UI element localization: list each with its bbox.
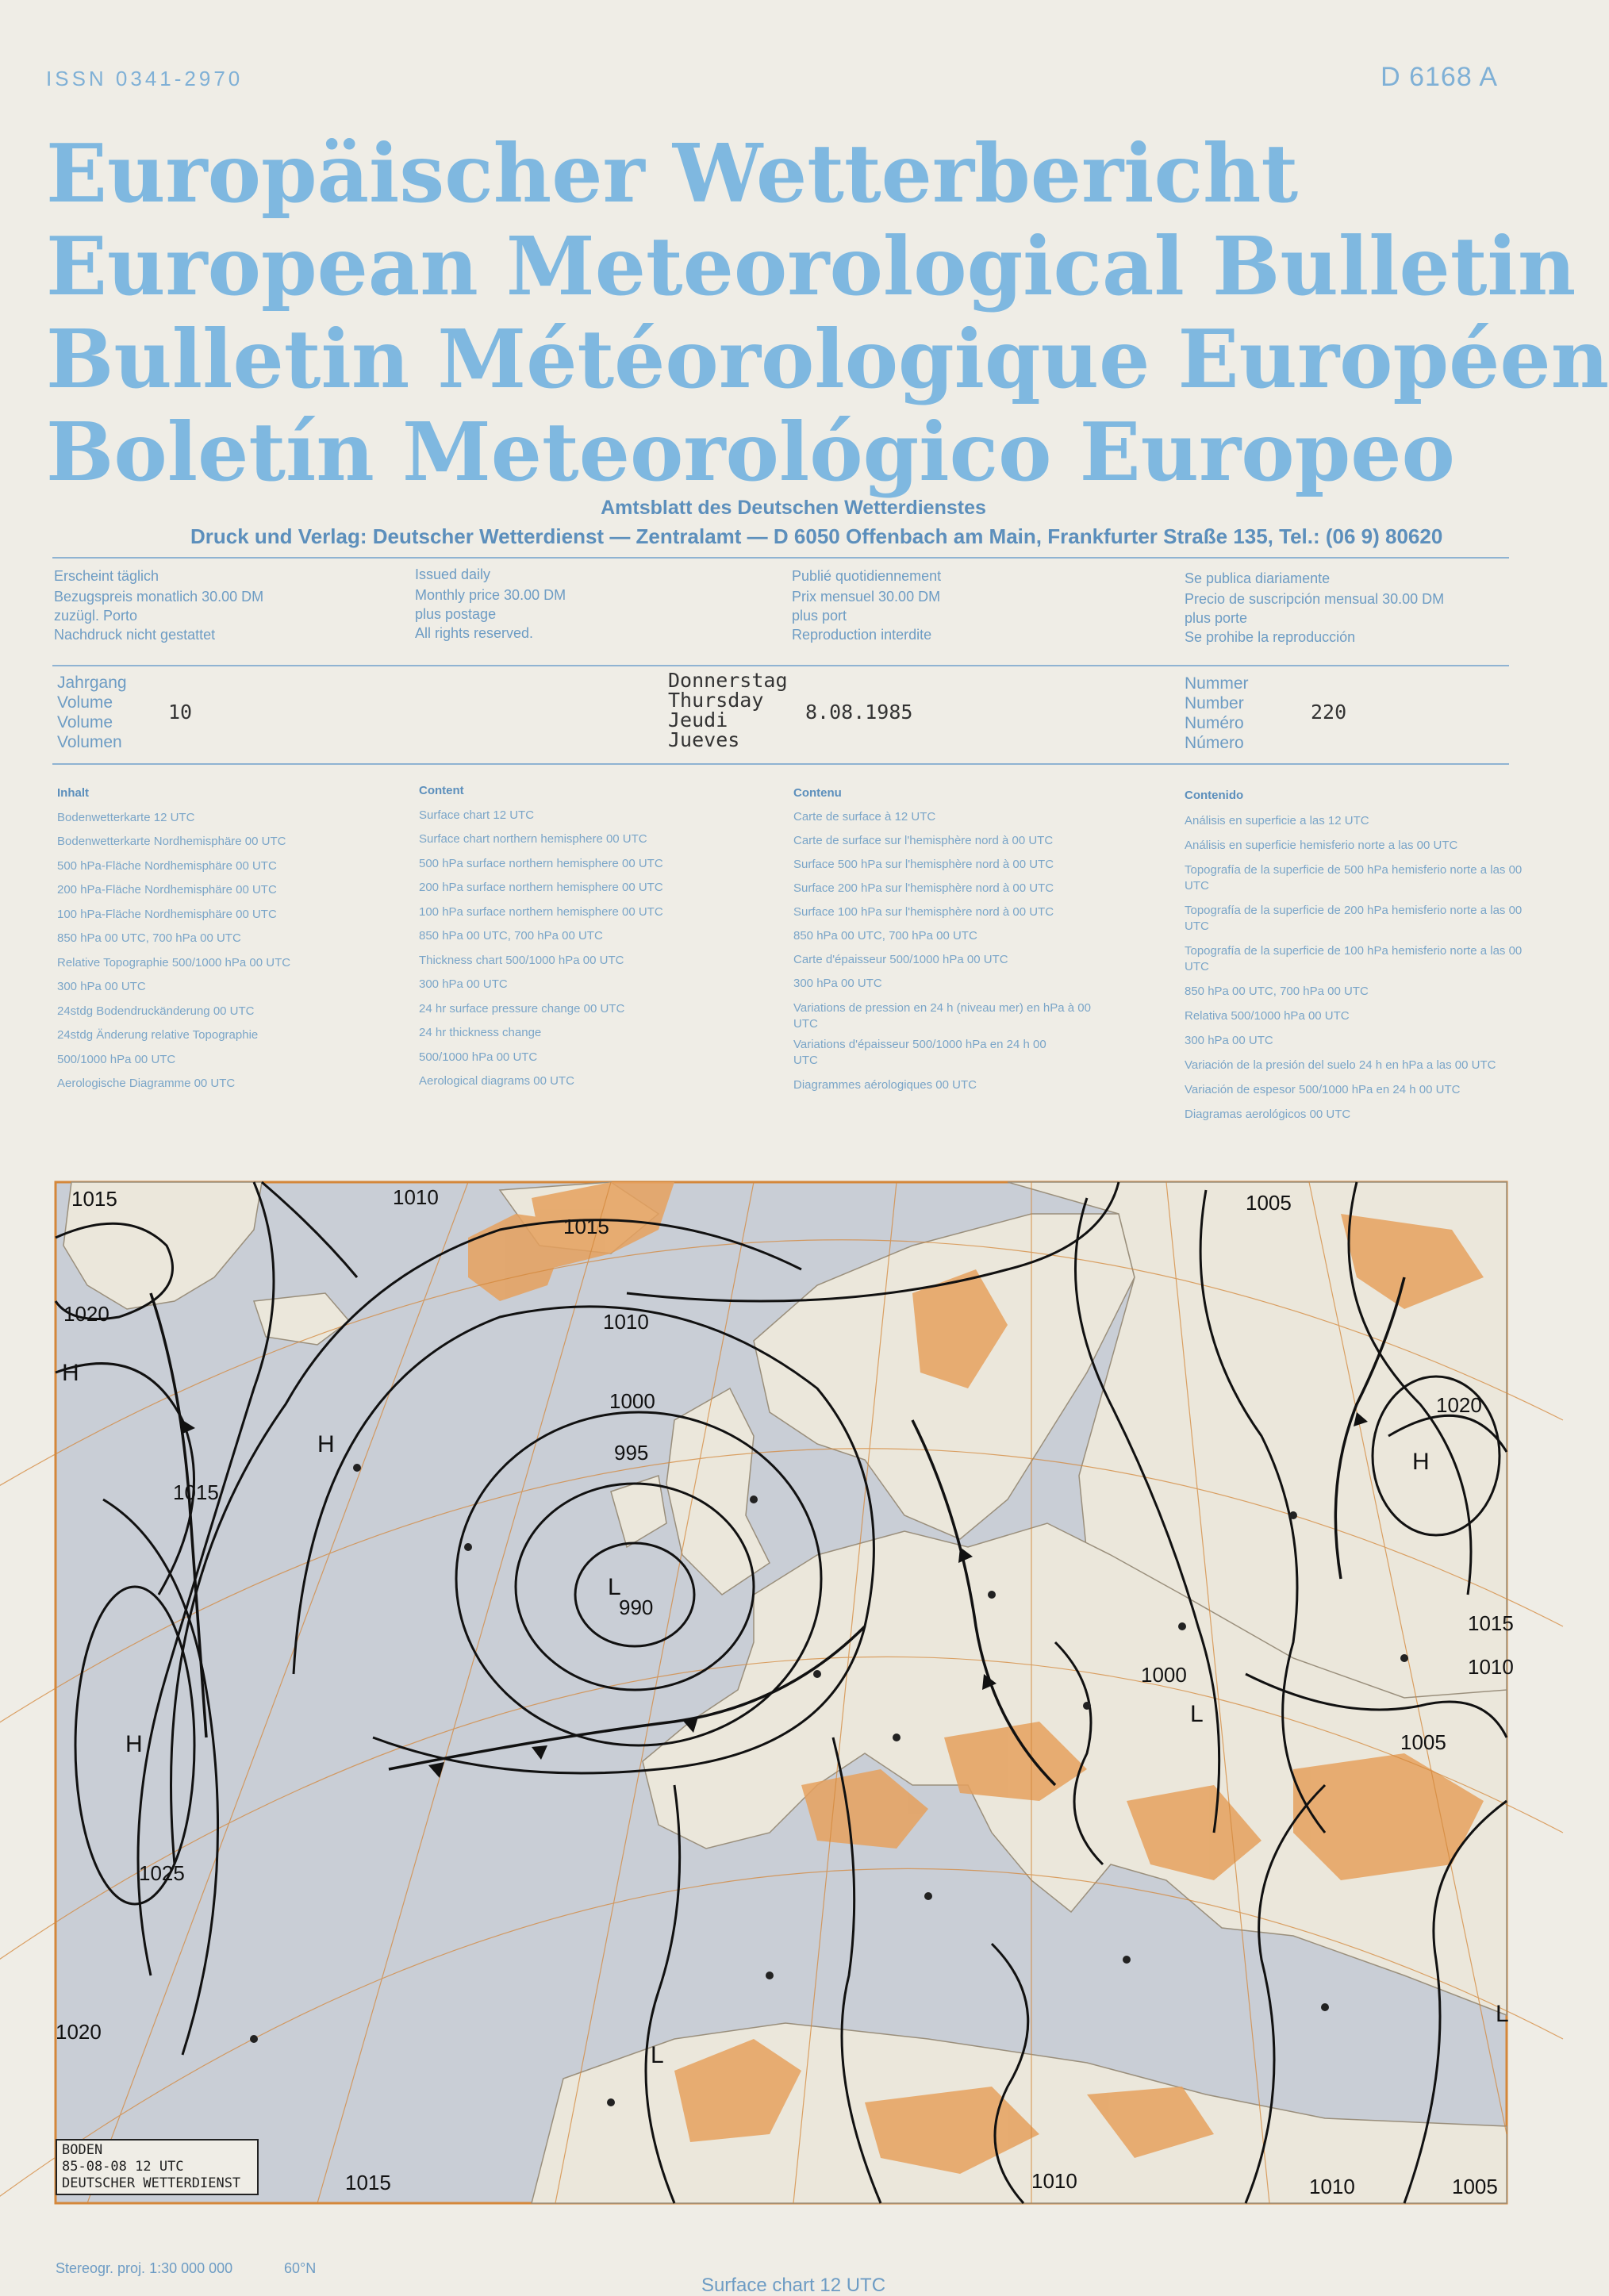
contents-item: Variación de la presión del suelo 24 h en hPa a las 00 UTC <box>1185 1058 1496 1072</box>
pub-line: plus postage <box>415 606 497 622</box>
isobar-label: 1015 <box>345 2171 391 2194</box>
isobar-label: 1020 <box>1436 1393 1482 1417</box>
isobar-label: 1000 <box>1141 1663 1187 1687</box>
contents-item: Topografía de la superficie de 500 hPa hemisferio norte a las 00 UTC <box>1185 863 1523 893</box>
rule <box>52 557 1509 559</box>
publisher-line: Druck und Verlag: Deutscher Wetterdienst — Zentralamt — D 6050 Offenbach am Main, Frankfurter Straße 135, Tel.: (06 9) 80620 <box>190 524 1443 548</box>
low-pressure-centre: L <box>608 1574 621 1600</box>
number-label: Numéro <box>1185 714 1244 732</box>
isobar-label: 1010 <box>1468 1655 1514 1679</box>
contents-item: Topografía de la superficie de 100 hPa hemisferio norte a las 00 UTC <box>1185 944 1523 973</box>
station <box>1289 1511 1297 1519</box>
isobar-label: 1010 <box>1031 2169 1077 2193</box>
pub-line: Nachdruck nicht gestattet <box>54 627 216 643</box>
isobar-label: 1025 <box>139 1861 185 1885</box>
contents-item: Diagramas aerológicos 00 UTC <box>1185 1108 1351 1121</box>
rule <box>52 763 1509 765</box>
contents-item: Surface 500 hPa sur l'hemisphère nord à 00 UTC <box>793 858 1054 871</box>
isobar-label: 1000 <box>609 1389 655 1413</box>
number-label: Número <box>1185 734 1244 752</box>
station <box>750 1495 758 1503</box>
pub-line: Monthly price 30.00 DM <box>415 587 566 603</box>
station <box>813 1670 821 1678</box>
pub-line: Precio de suscripción mensual 30.00 DM <box>1185 591 1445 607</box>
rule <box>52 665 1509 666</box>
high-pressure-centre: H <box>62 1360 79 1386</box>
legend-line: BODEN <box>62 2142 103 2158</box>
isobar-label: 1015 <box>71 1187 117 1211</box>
contents-item: Thickness chart 500/1000 hPa 00 UTC <box>419 953 624 967</box>
low-pressure-centre: L <box>651 2042 664 2068</box>
contents-item: 850 hPa 00 UTC, 700 hPa 00 UTC <box>793 929 977 943</box>
contents-item: 100 hPa-Fläche Nordhemisphäre 00 UTC <box>57 907 277 921</box>
legend-line: DEUTSCHER WETTERDIENST <box>62 2175 241 2191</box>
amtsblatt-line: Amtsblatt des Deutschen Wetterdienstes <box>601 497 986 519</box>
masthead-titles <box>46 126 1609 499</box>
contents-item: 24 hr surface pressure change 00 UTC <box>419 1001 625 1016</box>
number-labels <box>1185 674 1249 753</box>
high-pressure-centre: H <box>125 1731 143 1757</box>
map-legend-box <box>56 2139 259 2195</box>
isobar-label: 1015 <box>173 1480 219 1504</box>
isobar-label: 1015 <box>563 1215 609 1238</box>
contents-item: 300 hPa 00 UTC <box>57 980 146 993</box>
projection-note: Stereogr. proj. 1:30 000 000 <box>56 2260 233 2276</box>
contents-item: Carte de surface sur l'hemisphère nord à 00 UTC <box>793 834 1054 847</box>
contents-item: 500 hPa surface northern hemisphere 00 UTC <box>419 856 663 870</box>
latitude-note: 60°N <box>284 2260 317 2276</box>
station <box>1400 1654 1408 1662</box>
contents-item: Variations de pression en 24 h (niveau mer) en hPa à 00 UTC <box>793 1001 1091 1031</box>
surface-weather-map <box>56 1182 1514 2203</box>
station <box>607 2098 615 2106</box>
volume-labels <box>57 673 127 752</box>
isobar-label: 1005 <box>1400 1730 1446 1754</box>
contents-german <box>57 781 290 1096</box>
isobar-label: 1010 <box>393 1185 439 1209</box>
contents-item: 500 hPa-Fläche Nordhemisphäre 00 UTC <box>57 858 277 873</box>
station <box>464 1543 472 1551</box>
contents-item: Aerologische Diagramme 00 UTC <box>57 1077 236 1090</box>
pub-line: Se publica diariamente <box>1185 570 1331 586</box>
contents-item: 850 hPa 00 UTC, 700 hPa 00 UTC <box>419 929 603 943</box>
weekday-list <box>668 670 788 750</box>
contents-item: Topografía de la superficie de 200 hPa hemisferio norte a las 00 UTC <box>1185 904 1523 933</box>
isobar-label: 990 <box>619 1595 654 1619</box>
contents-heading: Contenu <box>793 786 842 800</box>
low-pressure-centre: L <box>1496 2001 1509 2027</box>
weekday: Thursday <box>668 689 764 712</box>
volume-label: Volumen <box>57 733 122 751</box>
pub-line: zuzügl. Porto <box>54 608 138 624</box>
issue-number: 220 <box>1311 701 1347 724</box>
contents-item: Carte d'épaisseur 500/1000 hPa 00 UTC <box>793 953 1008 966</box>
pub-line: Publié quotidiennement <box>792 568 942 584</box>
station <box>250 2035 258 2043</box>
isobar-label: 1010 <box>1309 2175 1355 2198</box>
contents-item: 300 hPa 00 UTC <box>419 977 508 991</box>
isobar-label: 1005 <box>1246 1191 1292 1215</box>
contents-item: Surface 100 hPa sur l'hemisphère nord à 00 UTC <box>793 905 1054 919</box>
publication-info-es <box>1185 568 1444 647</box>
isobar-label: 1005 <box>1452 2175 1498 2198</box>
contents-english <box>419 779 663 1094</box>
low-pressure-centre: L <box>1190 1701 1204 1727</box>
station <box>353 1464 361 1472</box>
contents-item: 300 hPa 00 UTC <box>793 977 882 990</box>
contents-item: Diagrammes aérologiques 00 UTC <box>793 1078 977 1092</box>
number-label: Number <box>1185 694 1244 712</box>
title-german: Europäischer Wetterbericht <box>46 126 1299 221</box>
weekday: Jeudi <box>668 708 728 731</box>
contents-item: 850 hPa 00 UTC, 700 hPa 00 UTC <box>57 931 241 945</box>
contents-item: Bodenwetterkarte Nordhemisphäre 00 UTC <box>57 835 286 848</box>
map-caption: Surface chart 12 UTC <box>701 2275 886 2296</box>
contents-item: 200 hPa surface northern hemisphere 00 UTC <box>419 881 663 894</box>
contents-item: Variación de espesor 500/1000 hPa en 24 h 00 UTC <box>1185 1083 1461 1096</box>
contents-item: Surface chart northern hemisphere 00 UTC <box>419 832 647 846</box>
contents-item: Variations d'épaisseur 500/1000 hPa en 24 h 00 UTC <box>793 1038 1046 1067</box>
contents-item: Carte de surface à 12 UTC <box>793 810 936 824</box>
pub-line: Prix mensuel 30.00 DM <box>792 589 941 605</box>
volume-label: Volume <box>57 713 113 731</box>
station <box>1321 2003 1329 2011</box>
contents-item: Bodenwetterkarte 12 UTC <box>57 810 195 824</box>
high-pressure-centre: H <box>317 1431 335 1457</box>
contents-item: 100 hPa surface northern hemisphere 00 UTC <box>419 904 663 919</box>
contents-item: Análisis en superficie hemisferio norte a las 00 UTC <box>1185 839 1458 852</box>
title-english: European Meteorological Bulletin <box>46 219 1576 313</box>
issue-date: 8.08.1985 <box>805 701 913 724</box>
contents-heading: Content <box>419 784 464 797</box>
contents-item: 500/1000 hPa 00 UTC <box>419 1050 538 1064</box>
pub-line: Reproduction interdite <box>792 627 932 643</box>
contents-item: 850 hPa 00 UTC, 700 hPa 00 UTC <box>1185 985 1369 998</box>
isobar-label: 1020 <box>63 1302 109 1326</box>
volume-label: Volume <box>57 693 113 712</box>
contents-heading: Inhalt <box>57 786 89 800</box>
station <box>924 1892 932 1900</box>
contents-item: Relative Topographie 500/1000 hPa 00 UTC <box>57 955 291 969</box>
station <box>1178 1622 1186 1630</box>
pub-line: Bezugspreis monatlich 30.00 DM <box>54 589 264 605</box>
contents-item: Surface chart 12 UTC <box>419 808 535 822</box>
isobar-label: 1015 <box>1468 1611 1514 1635</box>
publication-code: D 6168 A <box>1381 62 1498 92</box>
publication-info-en <box>415 564 566 643</box>
station <box>1083 1702 1091 1710</box>
station <box>766 1972 774 1979</box>
contents-french <box>793 781 1095 1097</box>
contents-item: 24stdg Bodendruckänderung 00 UTC <box>57 1004 255 1018</box>
contents-item: 24stdg Änderung relative Topographie <box>57 1028 259 1042</box>
contents-item: 300 hPa 00 UTC <box>1185 1034 1273 1047</box>
contents-spanish <box>1185 788 1534 1131</box>
weekday: Donnerstag <box>668 669 788 692</box>
contents-item: Aerological diagrams 00 UTC <box>419 1074 574 1088</box>
contents-item: 500/1000 hPa 00 UTC <box>57 1052 176 1066</box>
isobar-label: 995 <box>614 1441 649 1465</box>
station <box>988 1591 996 1599</box>
pub-line: plus port <box>792 608 847 624</box>
contents-item: 200 hPa-Fläche Nordhemisphäre 00 UTC <box>57 883 277 897</box>
contents-item: Relativa 500/1000 hPa 00 UTC <box>1185 1009 1350 1023</box>
station <box>893 1734 901 1741</box>
pub-line: Erscheint täglich <box>54 568 159 584</box>
pub-line: Se prohibe la reproducción <box>1185 629 1356 645</box>
issn: ISSN 0341-2970 <box>46 67 244 90</box>
publication-info-fr <box>792 566 941 645</box>
legend-line: 85-08-08 12 UTC <box>62 2159 184 2175</box>
contents-item: Surface 200 hPa sur l'hemisphère nord à 00 UTC <box>793 881 1054 895</box>
contents-item: 24 hr thickness change <box>419 1026 542 1039</box>
number-label: Nummer <box>1185 674 1249 693</box>
high-pressure-centre: H <box>1412 1449 1430 1475</box>
contents-heading: Contenido <box>1185 789 1244 802</box>
isobar-label: 1010 <box>603 1310 649 1334</box>
volume-number: 10 <box>168 701 193 724</box>
weekday: Jueves <box>668 728 740 751</box>
volume-label: Jahrgang <box>57 674 127 692</box>
station <box>1123 1956 1131 1964</box>
contents-item: Análisis en superficie a las 12 UTC <box>1185 814 1369 827</box>
pub-line: All rights reserved. <box>415 625 534 641</box>
pub-line: plus porte <box>1185 610 1248 626</box>
title-spanish: Boletín Meteorológico Europeo <box>46 405 1455 499</box>
publication-info-de <box>54 566 263 645</box>
pub-line: Issued daily <box>415 566 491 582</box>
isobar-label: 1020 <box>56 2020 102 2044</box>
title-french: Bulletin Météorologique Européen <box>46 312 1609 406</box>
